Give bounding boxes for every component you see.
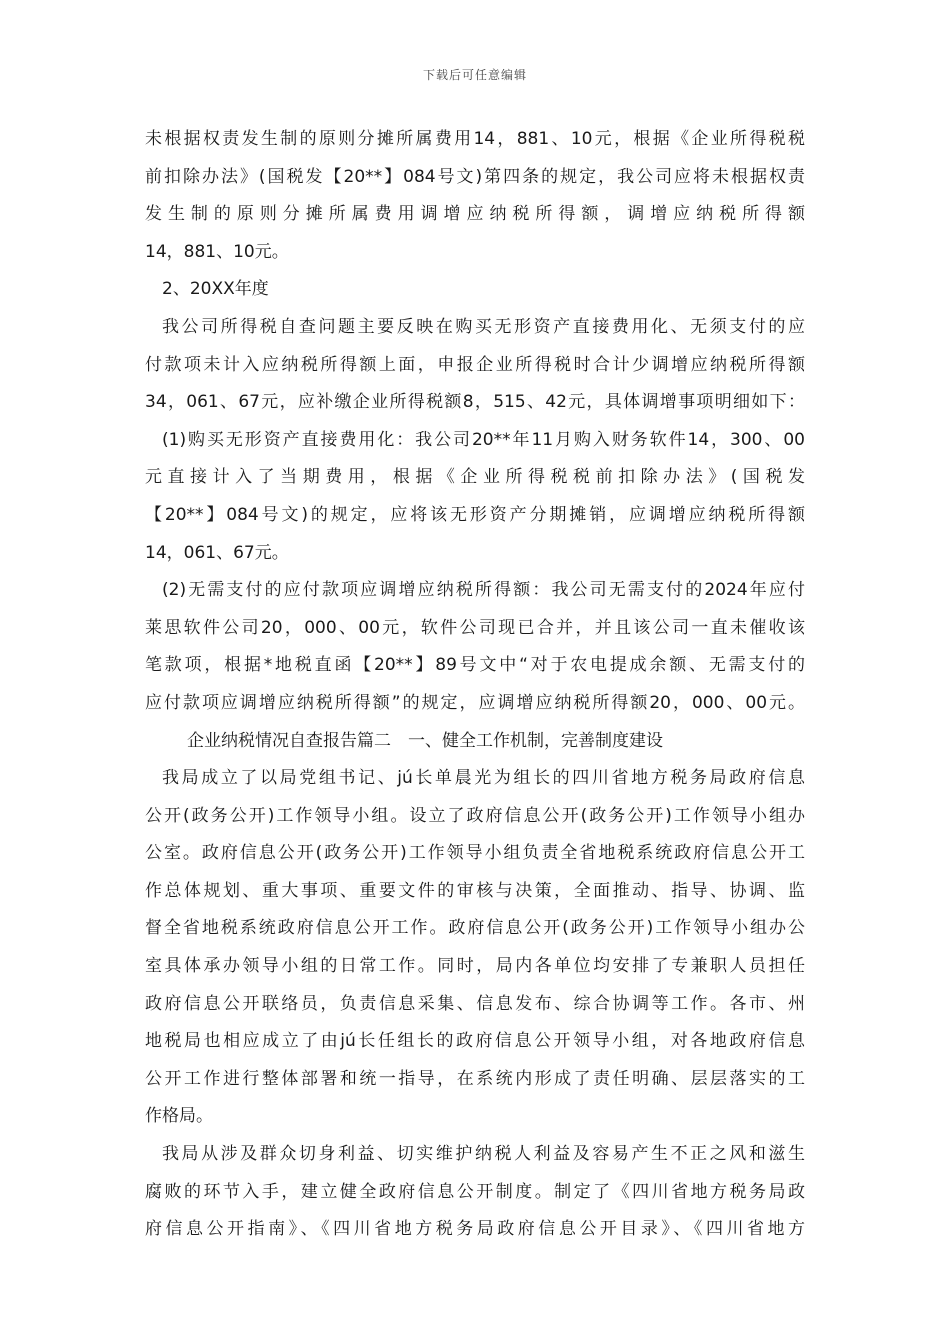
text-line: 政府信息公开联络员，负责信息采集、信息发布、综合协调等工作。各市、州 [145,993,805,1014]
text-line: 作总体规划、重大事项、重要文件的审核与决策，全面推动、指导、协调、监 [145,880,805,901]
text-line: (1)购买无形资产直接费用化：我公司20**年11月购入财务软件14，300、00 [162,429,805,450]
text-line: 14，881、10元。 [145,241,289,262]
text-line: 我公司所得税自查问题主要反映在购买无形资产直接费用化、无须支付的应 [162,316,805,337]
text-line: 应付款项应调增应纳税所得额”的规定，应调增应纳税所得额20，000、00元。 [145,692,805,713]
section-heading: 企业纳税情况自查报告篇二 一、健全工作机制，完善制度建设 [187,730,663,751]
text-line: 室具体承办领导小组的日常工作。同时，局内各单位均安排了专兼职人员担任 [145,956,805,977]
text-line: 元直接计入了当期费用，根据《企业所得税税前扣除办法》(国税发 [145,467,805,488]
text-line: 府信息公开指南》、《四川省地方税务局政府信息公开目录》、《四川省地方 [145,1219,805,1240]
text-line: 督全省地税系统政府信息公开工作。政府信息公开(政务公开)工作领导小组办公 [145,918,805,939]
text-line: 34，061、67元，应补缴企业所得税额8，515、42元，具体调增事项明细如下： [145,392,805,413]
text-line: 未根据权责发生制的原则分摊所属费用14，881、10元，根据《企业所得税税 [145,129,805,149]
text-line: 公开(政务公开)工作领导小组。设立了政府信息公开(政务公开)工作领导小组办 [145,805,805,826]
text-line: 地税局也相应成立了由jú长任组长的政府信息公开领导小组，对各地政府信息 [145,1031,805,1052]
text-line: 公开工作进行整体部署和统一指导，在系统内形成了责任明确、层层落实的工 [145,1068,805,1089]
text-line: 作格局。 [145,1106,213,1127]
page-header: 下载后可任意编辑 [422,68,527,82]
text-line: 我局从涉及群众切身利益、切实维护纳税人利益及容易产生不正之风和滋生 [162,1144,805,1165]
text-line: (2)无需支付的应付款项应调增应纳税所得额：我公司无需支付的2024年应付 [162,580,805,601]
text-line: 【20**】084号文)的规定，应将该无形资产分期摊销，应调增应纳税所得额 [145,504,805,525]
text-line: 腐败的环节入手，建立健全政府信息公开制度。制定了《四川省地方税务局政 [145,1181,805,1202]
text-line: 发生制的原则分摊所属费用调增应纳税所得额，调增应纳税所得额 [145,204,805,225]
text-line: 付款项未计入应纳税所得额上面，申报企业所得税时合计少调增应纳税所得额 [145,354,805,375]
document-body [145,121,805,1249]
text-line: 笔款项，根据*地税直函【20**】89号文中“对于农电提成余额、无需支付的 [145,655,805,676]
section-heading: 2、20XX年度 [162,279,269,300]
text-line: 莱思软件公司20，000、00元，软件公司现已合并，并且该公司一直未催收该 [145,617,805,638]
text-line: 14，061、67元。 [145,542,289,563]
text-line: 我局成立了以局党组书记、jú长单晨光为组长的四川省地方税务局政府信息 [162,768,805,789]
text-line: 公室。政府信息公开(政务公开)工作领导小组负责全省地税系统政府信息公开工 [145,843,805,864]
text-line: 前扣除办法》(国税发【20**】084号文)第四条的规定，我公司应将未根据权责 [145,166,805,187]
